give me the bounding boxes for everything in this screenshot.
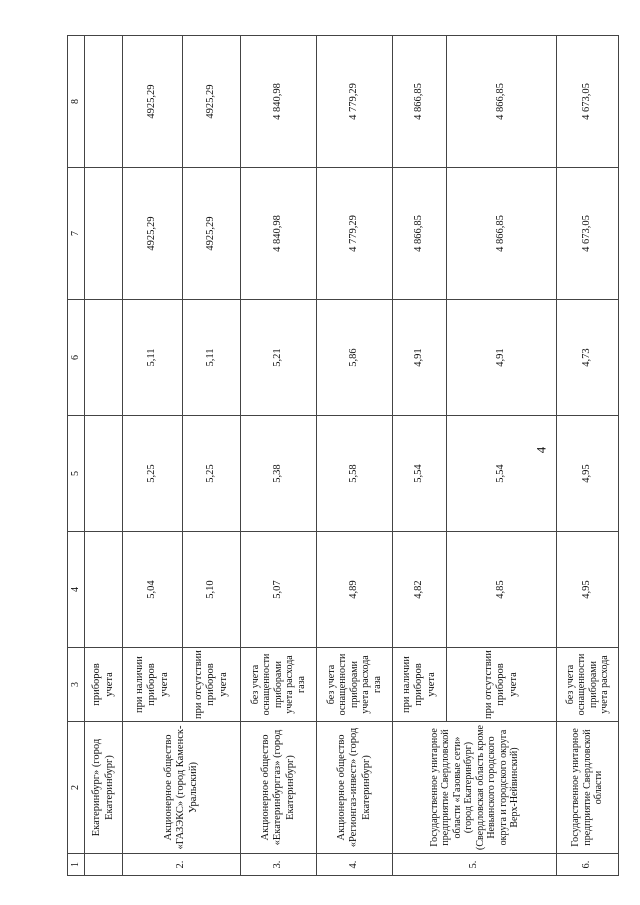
- row-number: [85, 854, 123, 876]
- value-cell: 4 866,85: [447, 36, 557, 168]
- value-cell: 4 779,29: [317, 168, 393, 300]
- col-header: 5: [68, 416, 85, 532]
- value-cell: 5,38: [241, 416, 317, 532]
- value-cell: [85, 36, 123, 168]
- organization: Акционерное общество «Регионгаз-инвест» (город Екатеринбург): [317, 722, 393, 854]
- value-cell: 5,25: [183, 416, 241, 532]
- value-cell: 4 866,85: [393, 168, 447, 300]
- value-cell: 4,91: [447, 300, 557, 416]
- header-row: [68, 36, 85, 876]
- value-cell: 5,11: [123, 300, 183, 416]
- condition: без учета оснащенности приборами учета расхода: [557, 648, 619, 722]
- tariff-table: [67, 35, 619, 876]
- col-header: 8: [68, 36, 85, 168]
- condition: без учета оснащенности приборами учета расхода газа: [241, 648, 317, 722]
- row-number: 6.: [557, 854, 619, 876]
- value-cell: [85, 416, 123, 532]
- page-number: 4: [533, 446, 549, 454]
- table-row: [85, 36, 123, 876]
- tariff-table-rotated: [67, 36, 610, 876]
- table-row: [557, 36, 619, 876]
- value-cell: 4 779,29: [317, 36, 393, 168]
- col-header: 7: [68, 168, 85, 300]
- col-header: 6: [68, 300, 85, 416]
- row-number: 4.: [317, 854, 393, 876]
- organization: Государственное унитарное предприятие Свердловской области: [557, 722, 619, 854]
- value-cell: 5,04: [123, 532, 183, 648]
- row-number: 3.: [241, 854, 317, 876]
- organization: Акционерное общество «ГАЗЭКС» (город Каменск-Уральский): [123, 722, 241, 854]
- value-cell: 4,91: [393, 300, 447, 416]
- condition: без учета оснащенности приборами учета расхода газа: [317, 648, 393, 722]
- value-cell: 4,89: [317, 532, 393, 648]
- condition: приборов учета: [85, 648, 123, 722]
- organization: Государственное унитарное предприятие Свердловской области «Газовые сети» (город Екатеринбург) (Свердловская область кроме Невьянского городского округа и городского округа Верх-Нейвинский): [393, 722, 557, 854]
- value-cell: 5,86: [317, 300, 393, 416]
- value-cell: [85, 300, 123, 416]
- condition: при отсутствии приборов учета: [447, 648, 557, 722]
- table-row: [393, 36, 447, 876]
- condition: при наличии приборов учета: [123, 648, 183, 722]
- value-cell: [85, 532, 123, 648]
- value-cell: 4,95: [557, 532, 619, 648]
- table-row: [123, 36, 183, 876]
- col-header: 2: [68, 722, 85, 854]
- condition: при отсутствии приборов учета: [183, 648, 241, 722]
- value-cell: [85, 168, 123, 300]
- value-cell: 4 840,98: [241, 36, 317, 168]
- row-number: 5.: [393, 854, 557, 876]
- value-cell: 5,07: [241, 532, 317, 648]
- organization: Акционерное общество «Екатеринбурггаз» (город Екатеринбург): [241, 722, 317, 854]
- value-cell: 4 673,05: [557, 36, 619, 168]
- value-cell: 4,73: [557, 300, 619, 416]
- value-cell: 5,58: [317, 416, 393, 532]
- value-cell: 4 840,98: [241, 168, 317, 300]
- value-cell: 4,82: [393, 532, 447, 648]
- value-cell: 5,11: [183, 300, 241, 416]
- value-cell: 4925,29: [183, 36, 241, 168]
- value-cell: 4925,29: [123, 168, 183, 300]
- table-row: [317, 36, 393, 876]
- row-number: 2.: [123, 854, 241, 876]
- value-cell: 5,21: [241, 300, 317, 416]
- value-cell: 4925,29: [123, 36, 183, 168]
- organization: Екатеринбург» (город Екатеринбург): [85, 722, 123, 854]
- value-cell: 4925,29: [183, 168, 241, 300]
- col-header: 1: [68, 854, 85, 876]
- table-row: [241, 36, 317, 876]
- value-cell: 5,54: [393, 416, 447, 532]
- value-cell: 5,25: [123, 416, 183, 532]
- value-cell: 4 866,85: [447, 168, 557, 300]
- value-cell: 4,95: [557, 416, 619, 532]
- col-header: 4: [68, 532, 85, 648]
- condition: при наличии приборов учета: [393, 648, 447, 722]
- value-cell: 4 866,85: [393, 36, 447, 168]
- col-header: 3: [68, 648, 85, 722]
- value-cell: 4 673,05: [557, 168, 619, 300]
- value-cell: 5,54: [447, 416, 557, 532]
- value-cell: 5,10: [183, 532, 241, 648]
- value-cell: 4,85: [447, 532, 557, 648]
